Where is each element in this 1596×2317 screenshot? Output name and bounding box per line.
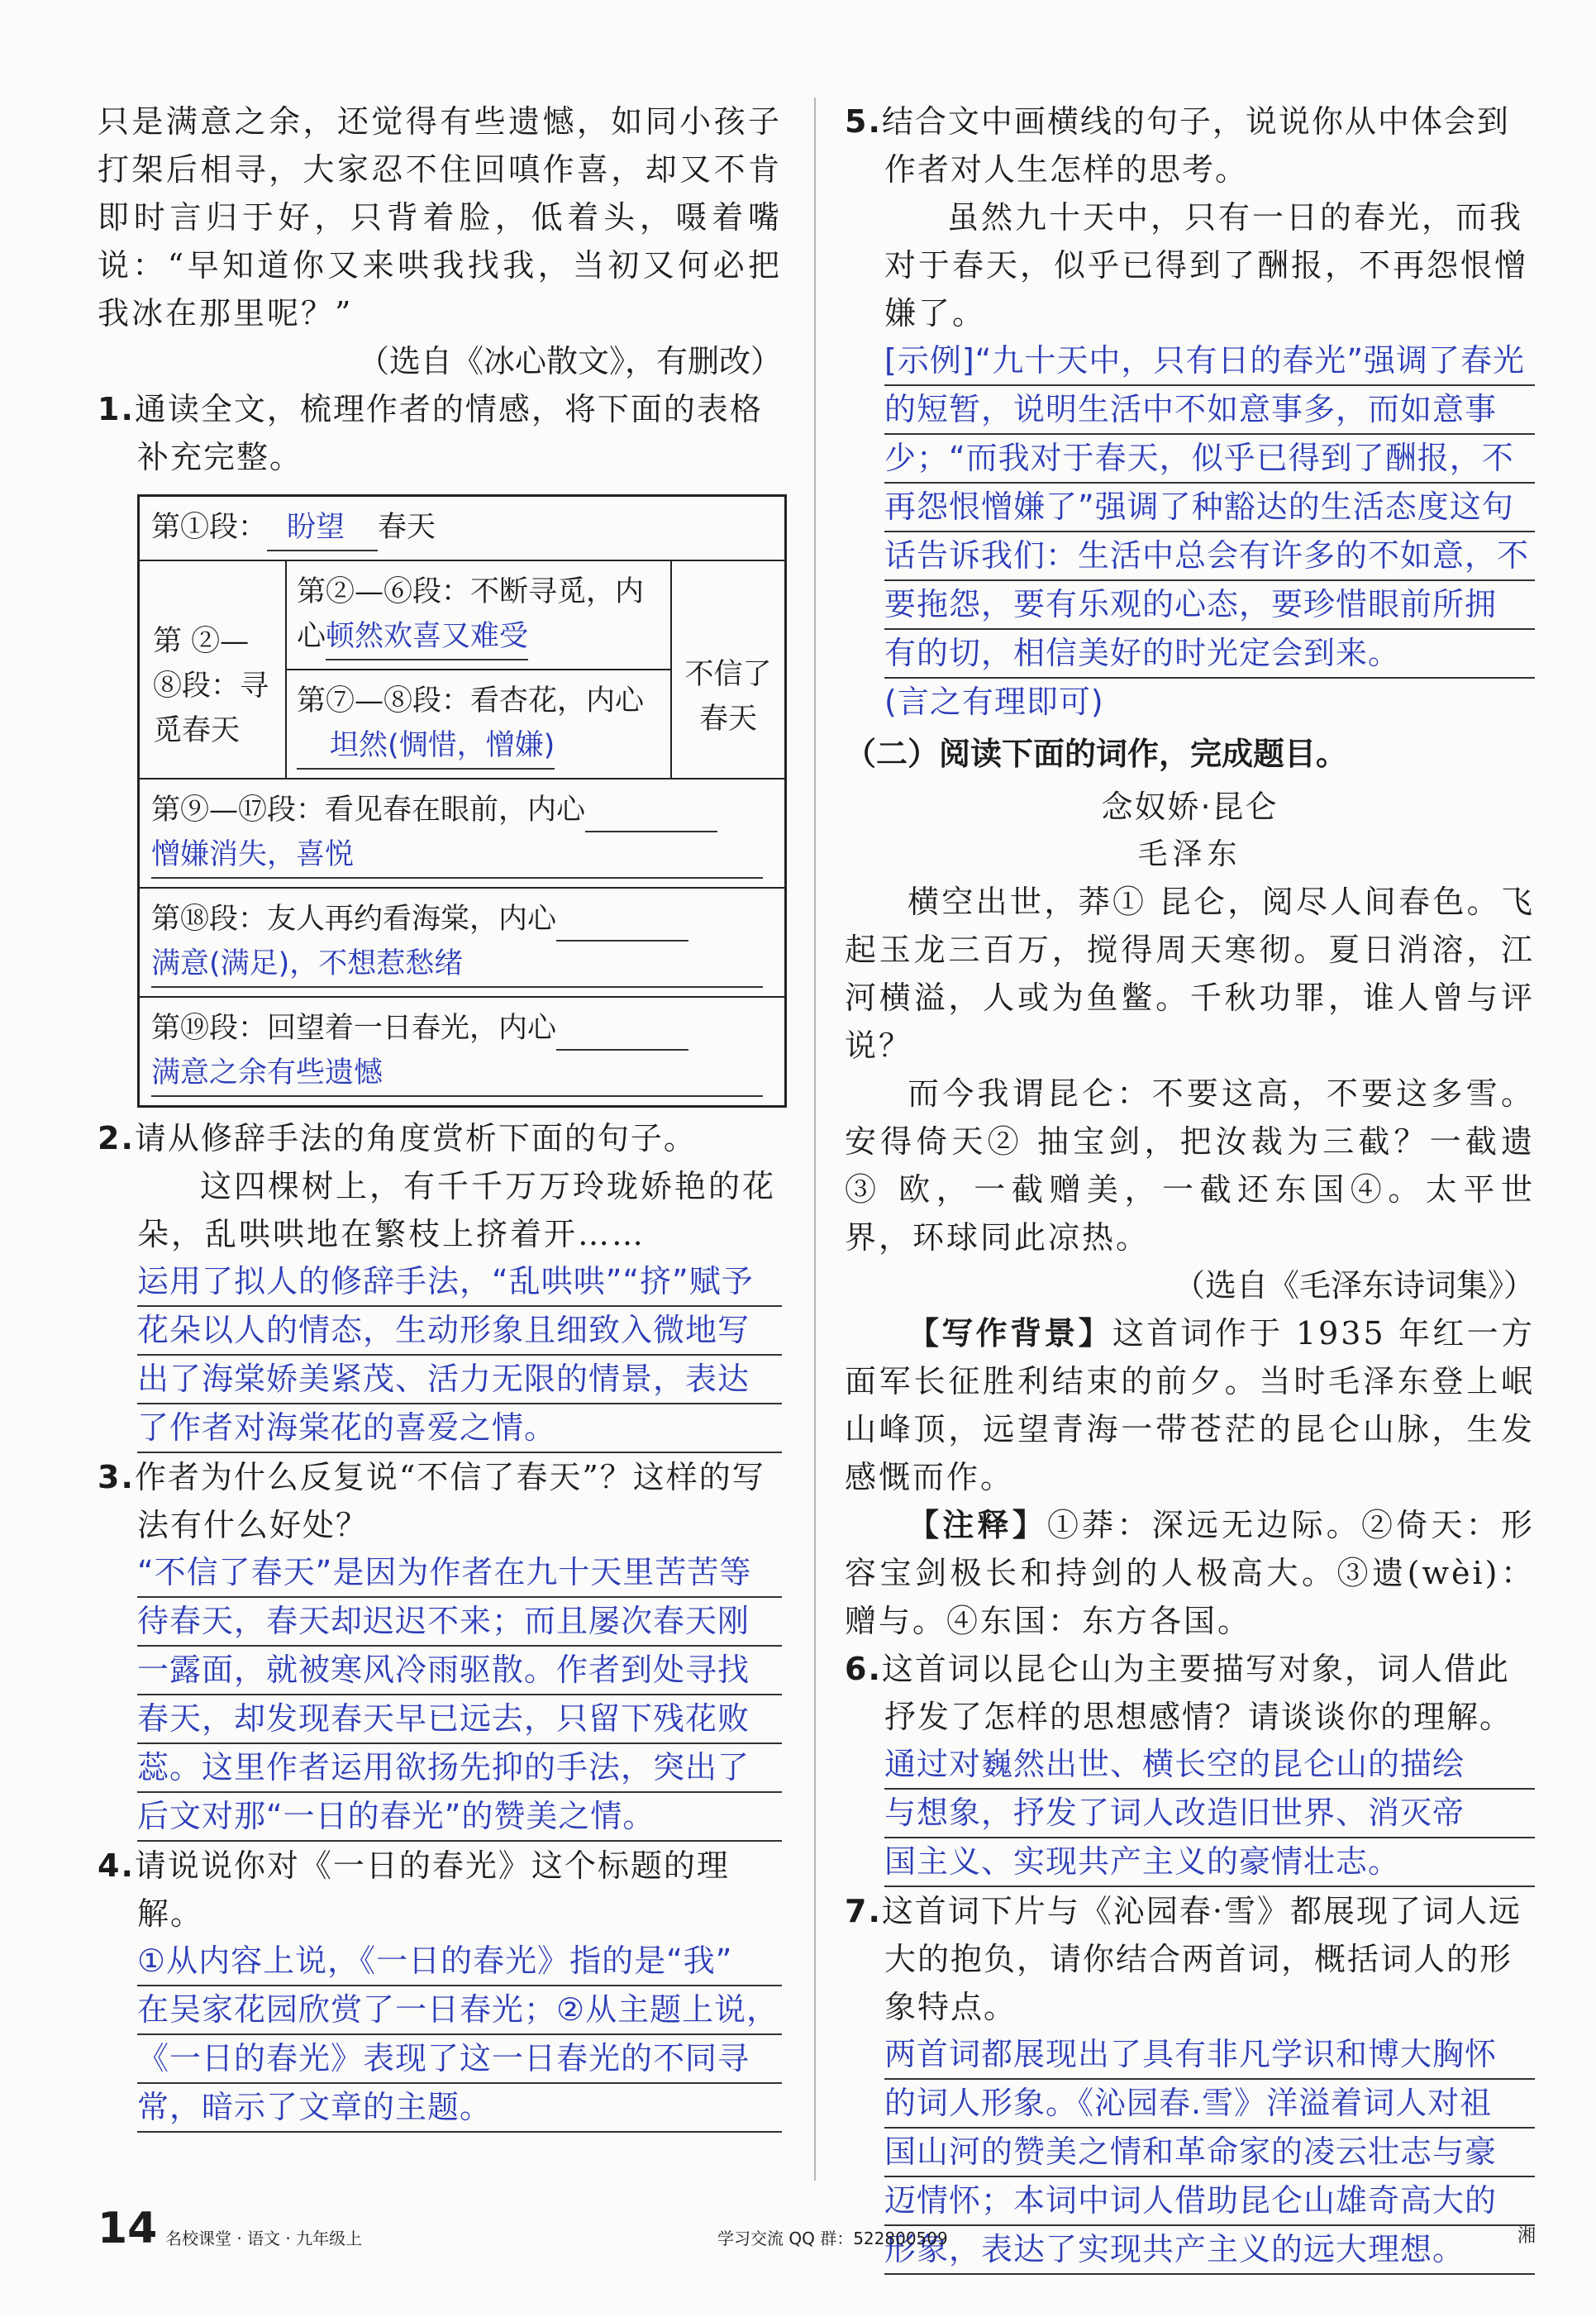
fill-sub2: 坦然(惆惜，憎嫌) xyxy=(297,723,555,770)
table-row-4: 第⑱段：友人再约看海棠，内心 满意(满足)，不想惹愁绪 xyxy=(140,889,784,998)
question-2: 2.请从修辞手法的角度赏析下面的句子。 xyxy=(98,1120,697,1156)
answer-line: (言之有理即可) xyxy=(884,684,1104,720)
answer-line: 了作者对海棠花的喜爱之情。 xyxy=(137,1404,782,1453)
answer-line: 要拖怨，要有乐观的心态，要珍惜眼前所拥 xyxy=(884,581,1535,630)
fill-row5: 满意之余有些遗憾 xyxy=(151,1051,763,1097)
page-number: 14 xyxy=(98,2204,158,2253)
answer-line: 春天，却发现春天早已远去，只留下残花败 xyxy=(137,1695,782,1744)
fill-sub1: 顿然欢喜又难受 xyxy=(326,614,528,660)
question-6: 6.这首词以昆仑山为主要描写对象，词人借此抒发了怎样的思想感情？请谈谈你的理解。 xyxy=(845,1651,1513,1735)
answer-line: 《一日的春光》表现了这一日春光的不同寻 xyxy=(137,2035,782,2084)
region-mark: 湘 xyxy=(1517,2226,1536,2247)
group-sub-rows xyxy=(287,561,672,778)
answer-line: 两首词都展现出了具有非凡学识和博大胸怀 xyxy=(884,2031,1535,2080)
group-result: 不信了春天 xyxy=(684,658,772,736)
annotations: 【注释】①莽：深远无边际。②倚天：形容宝剑极长和持剑的人极高大。③遗(wèi)：赠与。④东国：东方各国。 xyxy=(845,1507,1535,1639)
intro-paragraph: 只是满意之余，还觉得有些遗憾，如同小孩子打架后相寻，大家忍不住回嗔作喜，却又不肯即时言归于好，只背着脸，低着头，嗫着嘴说：“早知道你又来哄我找我，当初又何必把我冰在那里呢？” xyxy=(98,103,782,331)
answer-line: [示例]“九十天中，只有日的春光”强调了春光 xyxy=(884,337,1535,386)
poem-source: （选自《毛泽东诗词集》） xyxy=(1173,1267,1535,1304)
poem-stanza-2: 而今我谓昆仑：不要这高，不要这多雪。安得倚天② 抽宝剑，把汝裁为三截？一截遗③ 欧，一截赠美，一截还东国④。太平世界，环球同此凉热。 xyxy=(845,1075,1535,1256)
answer-5 xyxy=(884,337,1535,726)
answer-line: ①从内容上说，《一日的春光》指的是“我” xyxy=(137,1938,782,1986)
answer-line: 花朵以人的情态，生动形象且细致入微地写 xyxy=(137,1307,782,1356)
table-row-1: 第①段： 盼望 春天 xyxy=(140,497,784,561)
answer-line: 形象，表达了实现共产主义的远大理想。 xyxy=(884,2226,1535,2275)
poem-title: 念奴娇·昆仑 xyxy=(1101,789,1279,825)
right-column xyxy=(845,98,1535,2275)
emotion-table xyxy=(137,494,787,1108)
answer-line: 与想象，抒发了词人改造旧世界、消灭帝 xyxy=(884,1790,1535,1838)
poem-stanza-1: 横空出世，莽① 昆仑，阅尽人间春色。飞起玉龙三百万，搅得周天寒彻。夏日消溶，江河横溢，人或为鱼鳖。千秋功罪，谁人曾与评说？ xyxy=(845,884,1535,1064)
answer-6 xyxy=(884,1741,1535,1887)
answer-line: 有的切，相信美好的时光定会到来。 xyxy=(884,630,1535,679)
left-column xyxy=(98,98,782,2133)
source-note: （选自《冰心散文》，有删改） xyxy=(357,343,782,379)
table-group xyxy=(140,561,784,779)
answer-line: 通过对巍然出世、横长空的昆仑山的描绘 xyxy=(884,1741,1535,1790)
answer-line: 运用了拟人的修辞手法，“乱哄哄”“挤”赋予 xyxy=(137,1258,782,1307)
answer-line: 迈情怀；本词中词人借助昆仑山雄奇高大的 xyxy=(884,2177,1535,2226)
answer-4 xyxy=(137,1938,782,2133)
answer-line: 待春天，春天却迟迟不来；而且屡次春天刚 xyxy=(137,1598,782,1647)
question-4: 4.请说说你对《一日的春光》这个标题的理解。 xyxy=(98,1847,730,1932)
answer-line: “不信了春天”是因为作者在九十天里苦苦等 xyxy=(137,1549,782,1598)
table-row-3: 第⑨—⑰段：看见春在眼前，内心 憎嫌消失，喜悦 xyxy=(140,779,784,889)
answer-line: 再怨恨憎嫌了”强调了种豁达的生活态度这句 xyxy=(884,484,1535,532)
book-title: 名校课堂 · 语文 · 九年级上 xyxy=(165,2229,363,2248)
sub-row-2: 第⑦—⑧段：看杏花，内心 坦然(惆惜，憎嫌) xyxy=(287,670,670,778)
column-divider xyxy=(814,98,816,2181)
answer-line: 话告诉我们：生活中总会有许多的不如意，不 xyxy=(884,532,1535,581)
answer-line: 的词人形象。《沁园春.雪》洋溢着词人对祖 xyxy=(884,2080,1535,2129)
fill-row4: 满意(满足)，不想惹愁绪 xyxy=(151,942,763,988)
fill-row3: 憎嫌消失，喜悦 xyxy=(151,832,763,879)
answer-2 xyxy=(137,1258,782,1453)
qq-group: 学习交流 QQ 群：522800509 xyxy=(717,2229,948,2248)
question-2-quote: 这四棵树上，有千千万万玲珑娇艳的花朵，乱哄哄地在繁枝上挤着开…… xyxy=(137,1168,777,1252)
question-7: 7.这首词下片与《沁园春·雪》都展现了词人远大的抱负，请你结合两首词，概括词人的形象特点。 xyxy=(845,1893,1522,2025)
answer-line: 国主义、实现共产主义的豪情壮志。 xyxy=(884,1838,1535,1887)
group-label: 第 ②—⑧段：寻觅春天 xyxy=(140,561,287,778)
writing-background: 【写作背景】这首词作于 1935 年红一方面军长征胜利结束的前夕。当时毛泽东登上岷山峰顶，远望青海一带苍茫的昆仑山脉，生发感慨而作。 xyxy=(845,1315,1535,1495)
answer-line: 后文对那“一日的春光”的赞美之情。 xyxy=(137,1793,782,1842)
answer-line: 出了海棠娇美紧茂、活力无限的情景，表达 xyxy=(137,1356,782,1404)
answer-line: 常，暗示了文章的主题。 xyxy=(137,2084,782,2133)
table-row-5: 第⑲段：回望着一日春光，内心 满意之余有些遗憾 xyxy=(140,998,784,1105)
question-5-quote: 虽然九十天中，只有一日的春光，而我对于春天，似乎已得到了酬报，不再怨恨憎嫌了。 xyxy=(884,199,1529,331)
answer-line: 在吴家花园欣赏了一日春光；②从主题上说， xyxy=(137,1986,782,2035)
section-2-title: （二）阅读下面的词作，完成题目。 xyxy=(845,736,1348,772)
answer-line: 少；“而我对于春天，似乎已得到了酬报，不 xyxy=(884,435,1535,484)
answer-line: 蕊。这里作者运用欲扬先抑的手法，突出了 xyxy=(137,1744,782,1793)
answer-line: 一露面，就被寒风冷雨驱散。作者到处寻找 xyxy=(137,1647,782,1695)
question-5: 5.结合文中画横线的句子，说说你从中体会到作者对人生怎样的思考。 xyxy=(845,103,1510,188)
fill-row1: 盼望 xyxy=(267,505,378,551)
question-1: 1.通读全文，梳理作者的情感，将下面的表格补充完整。 xyxy=(98,391,763,475)
answer-line: 的短暂，说明生活中不如意事多，而如意事 xyxy=(884,386,1535,435)
poem-author: 毛泽东 xyxy=(1137,837,1242,871)
sub-row-1: 第②—⑥段：不断寻觅，内心顿然欢喜又难受 xyxy=(287,561,670,670)
page-footer xyxy=(98,2204,1536,2253)
answer-line: 国山河的赞美之情和革命家的凌云壮志与豪 xyxy=(884,2129,1535,2177)
question-3: 3.作者为什么反复说“不信了春天”？这样的写法有什么好处？ xyxy=(98,1459,765,1543)
answer-3 xyxy=(137,1549,782,1842)
